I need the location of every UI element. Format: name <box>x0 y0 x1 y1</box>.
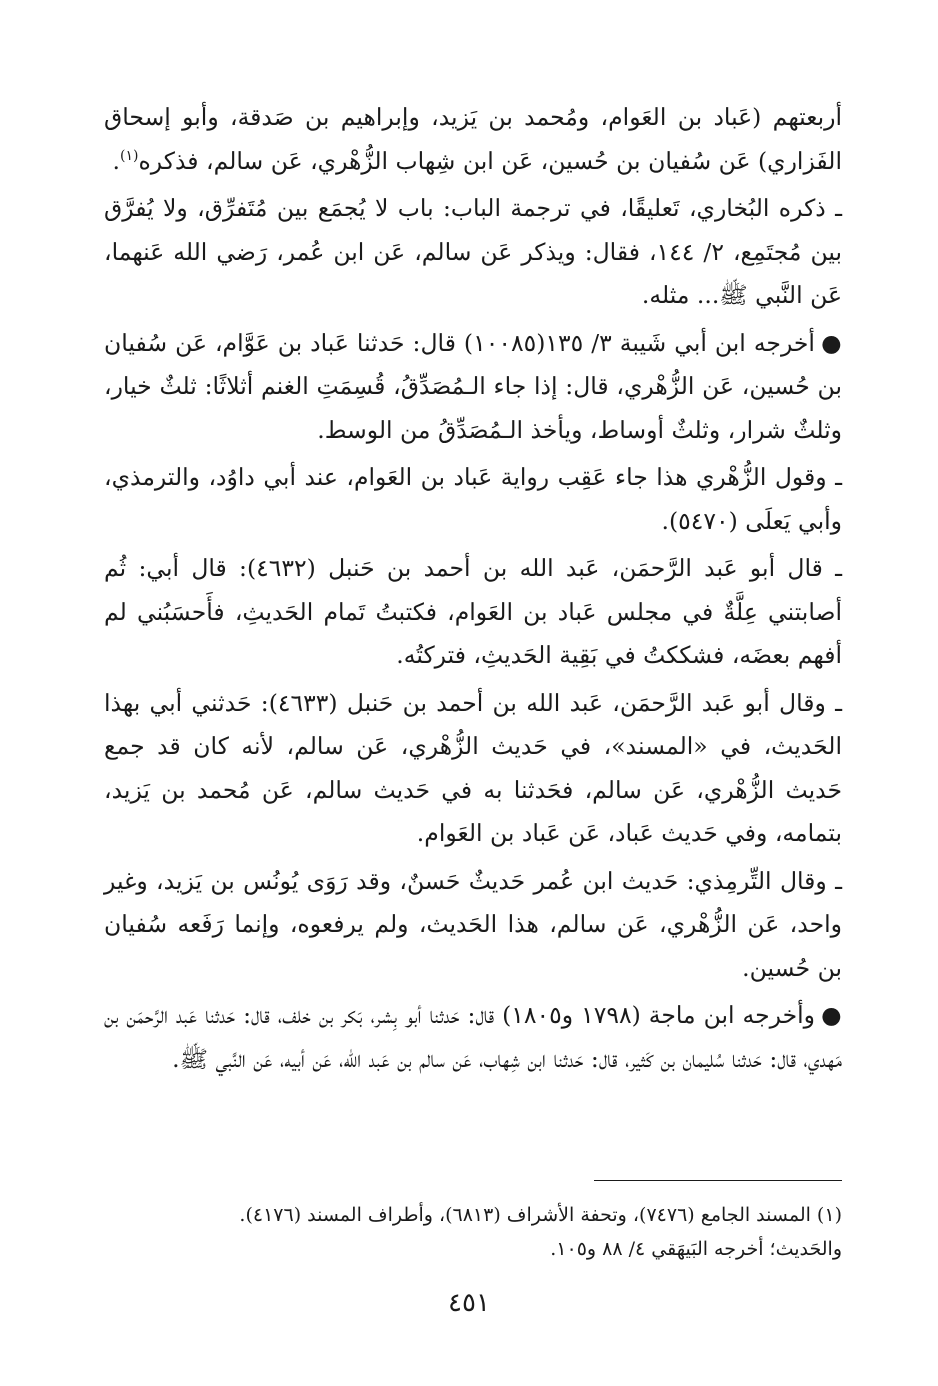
footnotes <box>104 1198 842 1266</box>
paragraph-3-text: أخرجه ابن أبي شَيبة ٣/ ١٣٥(١٠٠٨٥) قال: حَدثنا عَباد بن عَوَّام، عَن سُفيان بن حُسين، عَن الزُّهْري، قال: إذا جاء الـمُصَدِّقُ، قُسِمَتِ الغنم أثلاثًا: ثلثٌ خيار، وثلثٌ شرار، وثلثٌ أوساط، ويأخذ الـمُصَدِّقُ من الوسط. <box>104 328 842 444</box>
bullet-icon: ● <box>820 328 842 357</box>
paragraph-5-text: ـ قال أبو عَبد الرَّحمَن، عَبد الله بن أحمد بن حَنبل (٤٦٣٢): قال أبي: ثُم أصابتني عِلَّةٌ في مجلس عَباد بن العَوام، فكتبتُ تَمام الحَديثِ، فأَحسَبُني لم أفهم بعضَه، فشككتُ في بَقِية الحَديثِ، فتركتُه. <box>104 554 843 669</box>
paragraph-6 <box>104 682 842 856</box>
paragraph-4 <box>104 456 842 543</box>
paragraph-3 <box>104 322 842 453</box>
paragraph-8 <box>104 994 842 1081</box>
paragraph-1-text: أربعتهم (عَباد بن العَوام، ومُحمد بن يَزيد، وإبراهيم بن صَدقة، وأبو إسحاق الفَزاري) عَن سُفيان بن حُسين، عَن ابن شِهاب الزُّهْري، عَن سالم، فذكره <box>104 103 842 175</box>
paragraph-1: أربعتهم (عَباد بن العَوام، ومُحمد بن يَزيد، وإبراهيم بن صَدقة، وأبو إسحاق الفَزاري) عَن سُفيان بن حُسين، عَن ابن شِهاب الزُّهْري، عَن سالم، فذكره$^{(١)}$. <box>104 103 842 175</box>
paragraph-7-text: ـ وقال التِّرمِذي: حَديث ابن عُمر حَديثٌ حَسنٌ، وقد رَوَى يُونُس بن يَزيد، وغير واحد، عَن الزُّهْري، عَن سالم، هذا الحَديث، ولم يرفعوه، وإنما رَفَعه سُفيان بن حُسين. <box>104 866 842 982</box>
paragraph-2-text: ـ ذكره البُخاري، تَعليقًا، في ترجمة الباب: باب لا يُجمَع بين مُتَفرِّق، ولا يُفرَّق بين مُجتَمِع، ٢/ ١٤٤، فقال: ويذكر عَن سالم، عَن ابن عُمر، رَضي الله عَنهما، عَن النَّبي ﷺ... مثله. <box>104 194 842 309</box>
footnote-divider <box>594 1180 842 1181</box>
bullet-icon: ● <box>820 1001 842 1029</box>
paragraph-4-text: ـ وقول الزُّهْري هذا جاء عَقِب رواية عَباد بن العَوام، عند أبي داوُد، والترمذي، وأبي يَعلَى (٥٤٧٠). <box>104 463 842 535</box>
page-number: ٤٥١ <box>448 1288 490 1318</box>
paragraph-2 <box>104 187 842 318</box>
paragraph-8-text: وأخرجه ابن ماجة (١٧٩٨ و١٨٠٥) قال: حَدثنا أبو بِشر، بَكر بن خلف، قال: حَدثنا عَبد الرَّحمَن بن مَهدي، قال: حَدثنا سُليمان بن كَثير، قال: حَدثنا ابن شِهاب، عَن سالم بن عَبد الله، عَن أبيه، عَن النَّبي ﷺ. <box>104 1001 842 1073</box>
main-text <box>104 96 842 1085</box>
paragraph-7 <box>104 860 842 991</box>
footnote-1: (١) المسند الجامع (٧٤٧٦)، وتحفة الأشراف (٦٨١٣)، وأطراف المسند (٤١٧٦). <box>239 1204 842 1226</box>
footnote-marker: (١) <box>120 147 139 164</box>
paragraph-6-text: ـ وقال أبو عَبد الرَّحمَن، عَبد الله بن أحمد بن حَنبل (٤٦٣٣): حَدثني أبي بهذا الحَديث، في «المسند»، في حَديث الزُّهْري، عَن سالم، لأنه كان قد جمع حَديث الزُّهْري، عَن سالم، فحَدثنا به في حَديث سالم، عَن مُحمد بن يَزيد، بتمامه، وفي حَديث عَباد، عَن عَباد بن العَوام. <box>104 688 842 847</box>
footnote-2: والحَديث؛ أخرجه البَيهَقي ٤/ ٨٨ و١٠٥. <box>550 1238 842 1260</box>
paragraph-5 <box>104 547 842 678</box>
